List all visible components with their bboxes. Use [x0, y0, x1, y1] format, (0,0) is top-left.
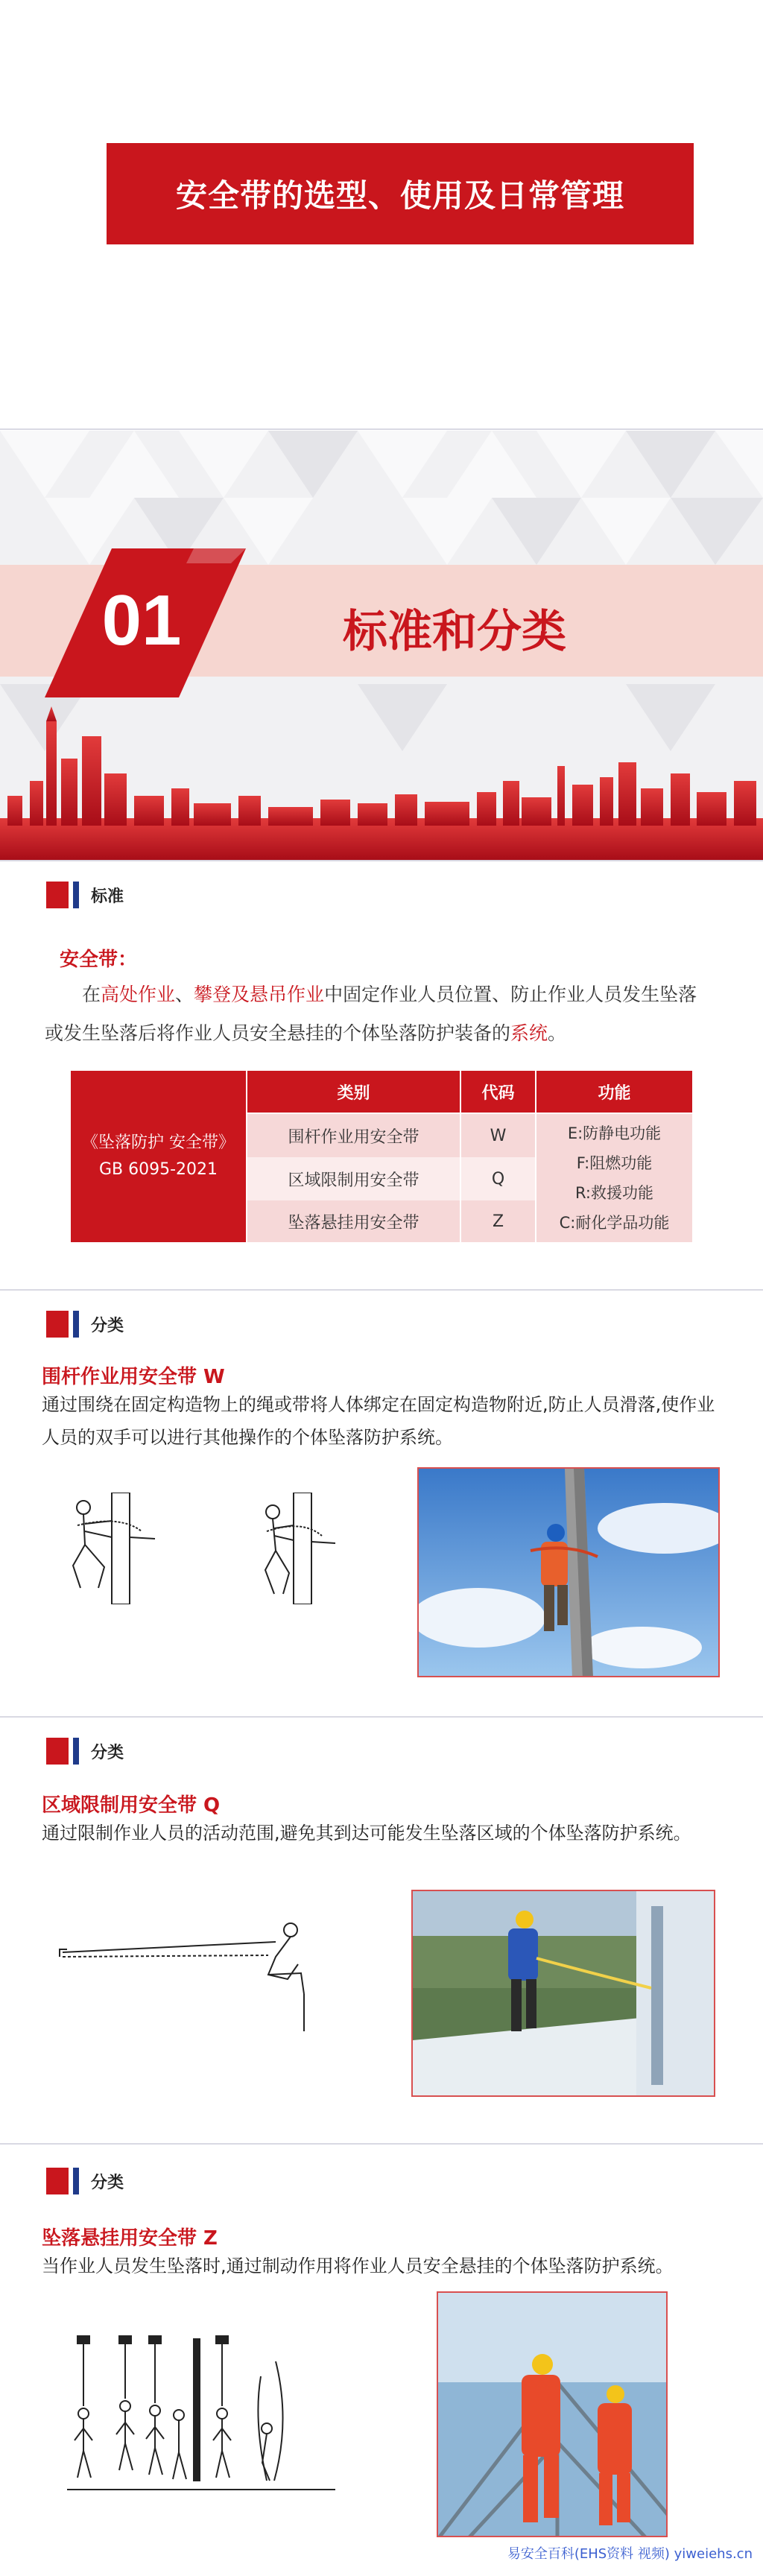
definition-title: 安全带：: [60, 949, 138, 971]
table-cell-code: Z: [461, 1200, 535, 1242]
city-skyline-illustration: [0, 706, 763, 860]
pole-climber-sketch-2: [253, 1493, 343, 1604]
section-label: 分类: [91, 1316, 124, 1335]
function-item: E:防静电功能: [567, 1124, 662, 1142]
standard-slide: [0, 862, 763, 1289]
header-red-block: [46, 1311, 69, 1338]
standard-name: 《坠落防护 安全带》: [82, 1133, 235, 1152]
slide-divider: [0, 2143, 763, 2145]
standard-code: GB 6095-2021: [98, 1160, 218, 1179]
function-item: F:阻燃功能: [576, 1154, 653, 1172]
header-red-block: [46, 2168, 69, 2194]
function-list: [536, 1114, 692, 1242]
slide-divider: [0, 1716, 763, 1718]
header-blue-bar: [73, 882, 79, 908]
restraint-work-photo-illustration: [413, 1891, 715, 2097]
def-text-end: 。: [548, 1022, 567, 1044]
cover-title-bar: [107, 143, 694, 244]
header-blue-bar: [73, 1738, 79, 1765]
category-q-slide: [0, 1718, 763, 2143]
category-title: 围杆作业用安全带 W: [42, 1366, 225, 1388]
table-cell-code: W: [461, 1114, 535, 1157]
fall-arrest-sketch: [67, 2332, 335, 2496]
category-description: 通过围绕在固定构造物上的绳或带将人体绑定在固定构造物附近,防止人员滑落,使作业人员的双手可以进行其他操作的个体坠落防护系统。: [42, 1394, 715, 1448]
category-description: 当作业人员发生坠落时,通过制动作用将作业人员安全悬挂的个体坠落防护系统。: [42, 2256, 674, 2276]
category-title: 坠落悬挂用安全带 Z: [42, 2227, 218, 2250]
pole-climber-sketch-1: [67, 1493, 164, 1604]
header-red-block: [46, 1738, 69, 1765]
table-cell-category: 区域限制用安全带: [247, 1157, 460, 1200]
table-cell-category: 围杆作业用安全带: [247, 1114, 460, 1157]
restraint-sketch: [52, 1920, 320, 2039]
table-header-category: 类别: [247, 1071, 460, 1113]
section-header: [46, 2168, 124, 2194]
definition-text: [45, 975, 715, 1053]
header-blue-bar: [73, 1311, 79, 1338]
section-header: [46, 1738, 124, 1765]
header-red-block: [46, 882, 69, 908]
def-highlight-1: 高处作业: [101, 984, 176, 1005]
section-number: 01: [101, 580, 182, 660]
section-title: 标准和分类: [343, 606, 566, 658]
standard-table: [71, 1071, 692, 1242]
section-label: 分类: [91, 2173, 124, 2192]
def-text-mid: 中固定作业人员位置、防止作业人员发生坠落或发生坠落后将作业人员安全悬挂的个体坠落防护装备的: [45, 984, 697, 1044]
section-header: [46, 1311, 124, 1338]
category-description: 通过限制作业人员的活动范围,避免其到达可能发生坠落区域的个体坠落防护系统。: [42, 1823, 691, 1844]
slide-divider: [0, 428, 763, 430]
def-highlight-3: 系统: [510, 1022, 548, 1044]
function-item: C:耐化学品功能: [559, 1214, 670, 1232]
section-cover-slide: [0, 431, 763, 860]
watermark-text: 易安全百科(EHS资料 视频) yiweiehs.cn: [507, 2546, 753, 2562]
category-z-slide: [0, 2145, 763, 2576]
header-blue-bar: [73, 2168, 79, 2194]
category-w-slide: [0, 1291, 763, 1716]
pole-work-photo: [417, 1467, 720, 1677]
section-header: [46, 882, 124, 908]
fall-arrest-work-photo: [437, 2291, 668, 2537]
slide-divider: [0, 860, 763, 861]
restraint-work-photo: [411, 1890, 715, 2097]
cover-title: 安全带的选型、使用及日常管理: [175, 177, 624, 214]
cover-slide: [0, 0, 763, 428]
def-highlight-2: 攀登及悬吊作业: [194, 984, 325, 1005]
function-item: R:救援功能: [574, 1184, 654, 1202]
table-cell-code: Q: [461, 1157, 535, 1200]
pole-work-photo-illustration: [419, 1469, 720, 1677]
def-text-pre: 在: [82, 984, 101, 1005]
fall-arrest-work-photo-illustration: [438, 2293, 668, 2537]
table-header-function: 功能: [536, 1071, 692, 1113]
def-separator: 、: [175, 984, 194, 1005]
table-header-code: 代码: [461, 1071, 535, 1113]
section-label: 标准: [91, 887, 124, 906]
standard-cell: [71, 1071, 246, 1242]
section-label: 分类: [91, 1743, 124, 1762]
category-title: 区域限制用安全带 Q: [42, 1794, 221, 1817]
table-cell-category: 坠落悬挂用安全带: [247, 1200, 460, 1242]
slide-divider: [0, 1289, 763, 1291]
